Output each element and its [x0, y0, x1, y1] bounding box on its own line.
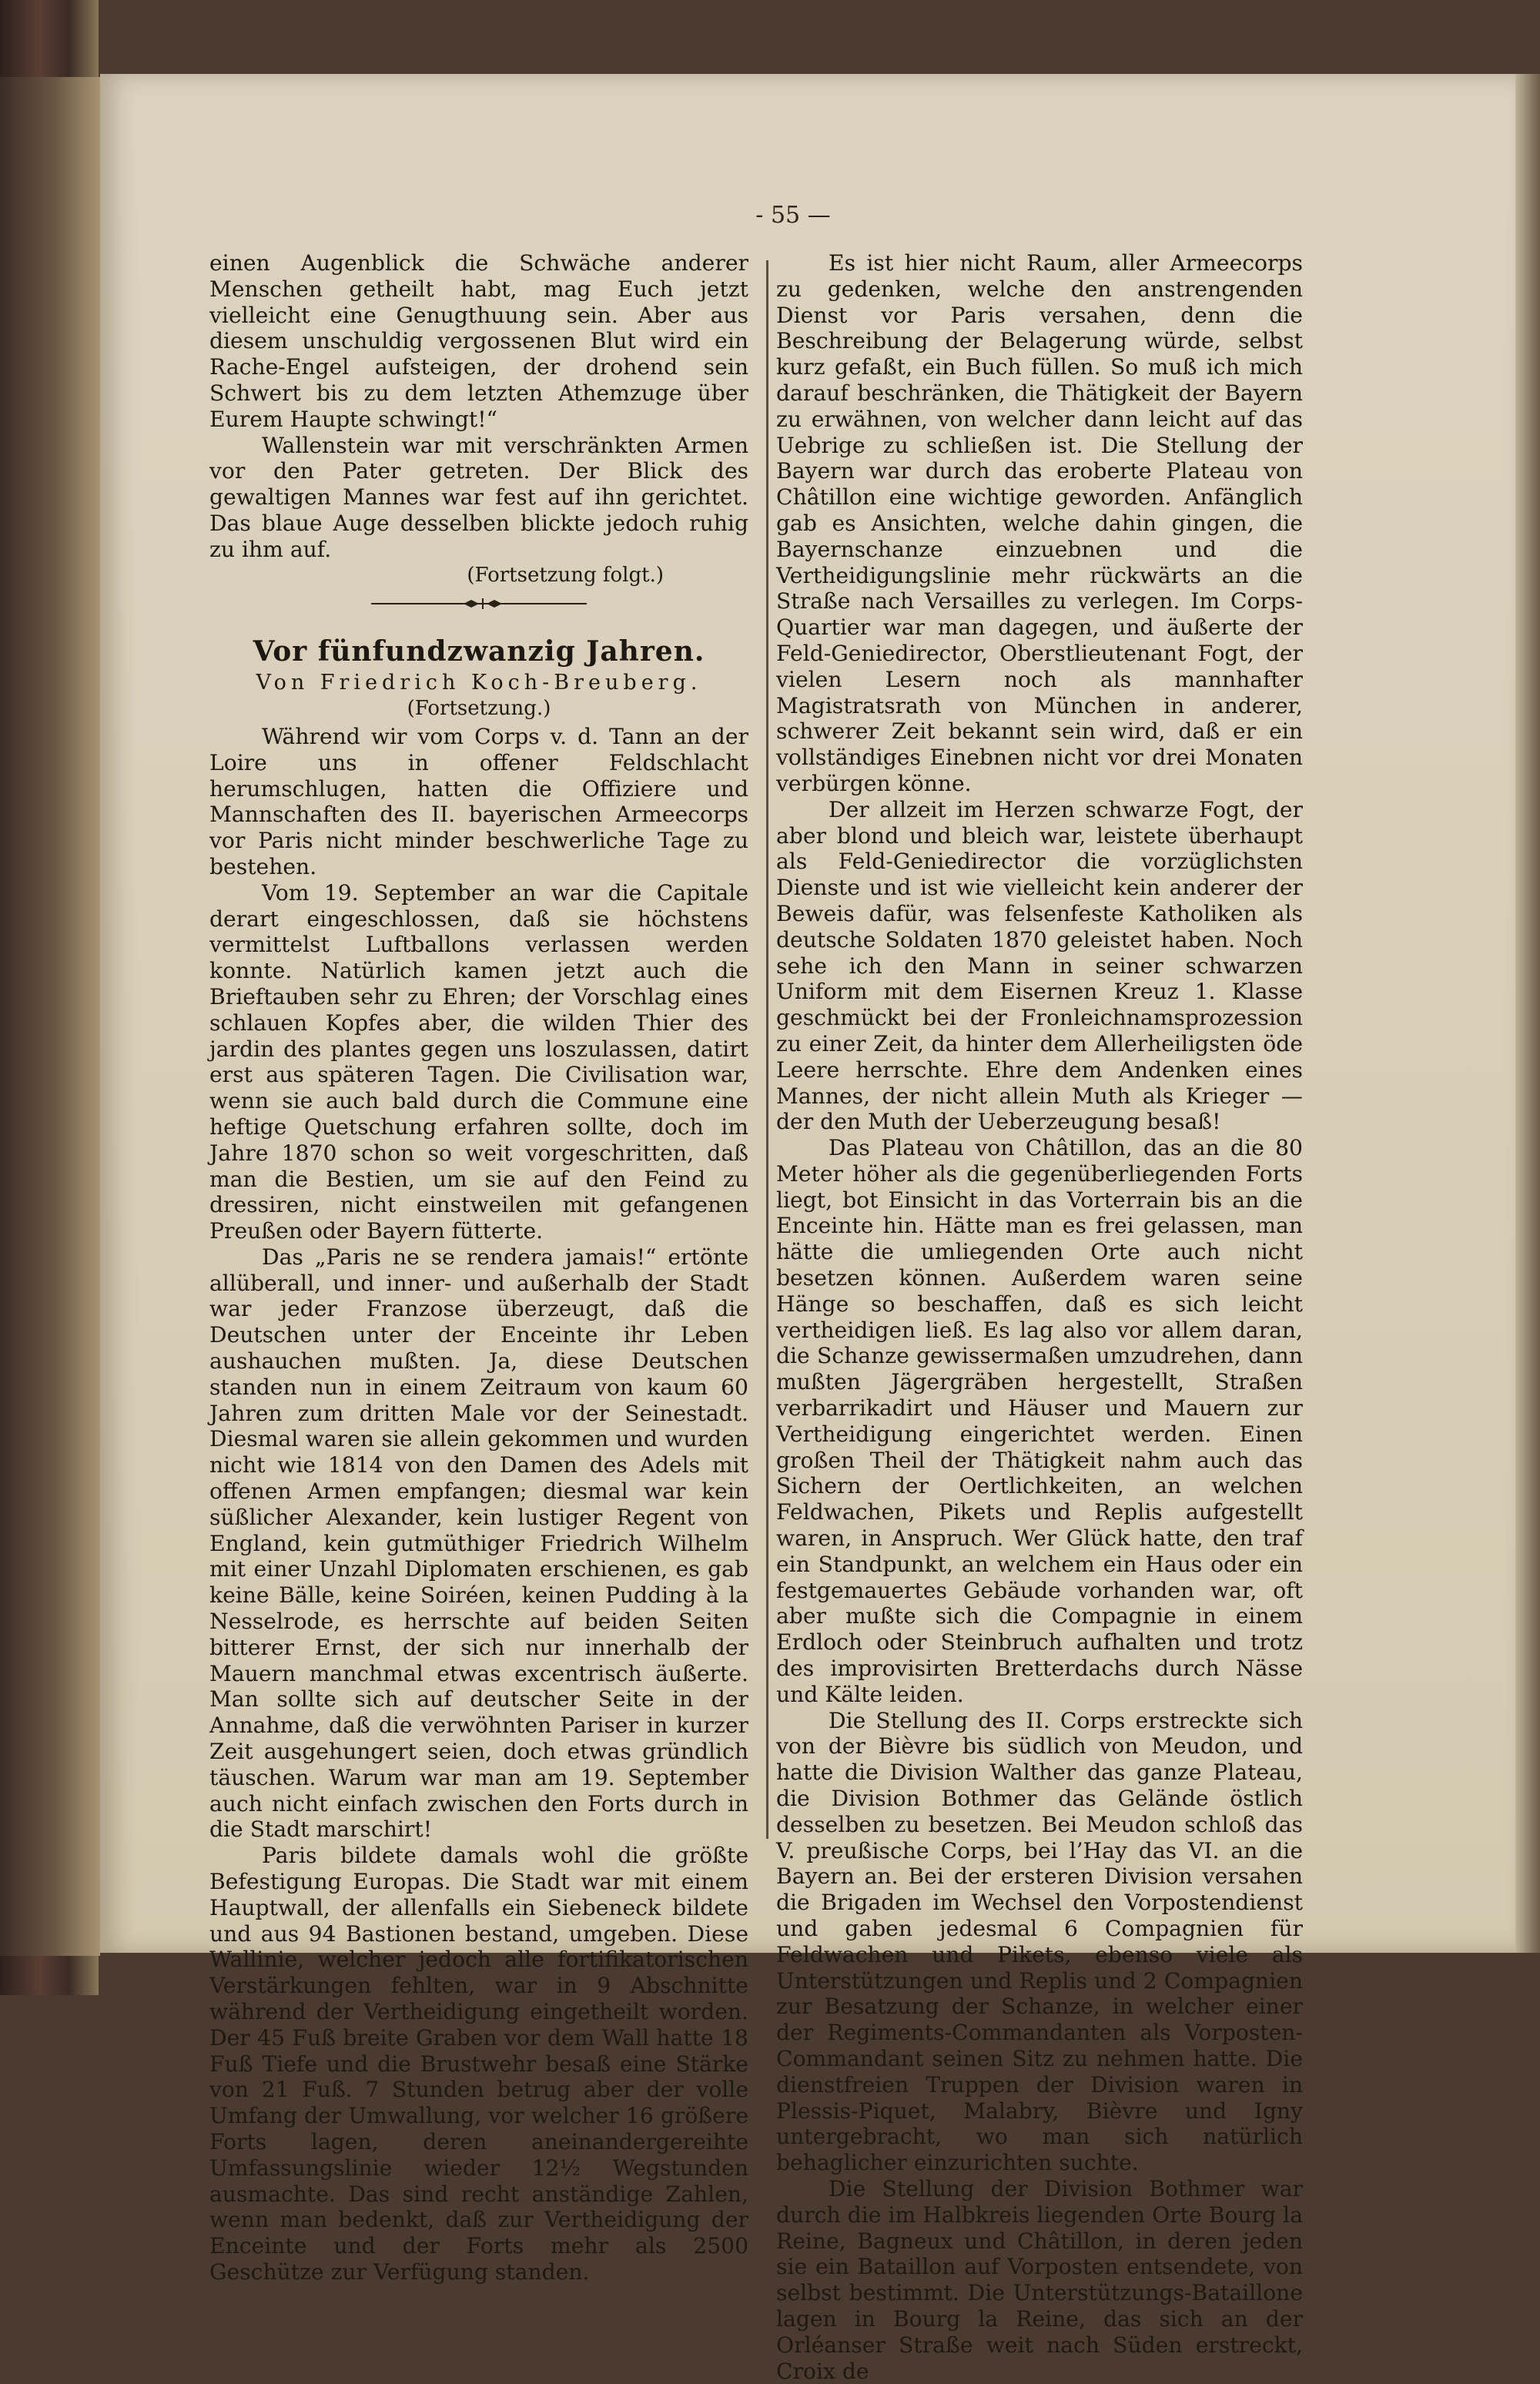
left-page-edge — [0, 77, 100, 1956]
article-continuation-note: (Fortsetzung.) — [407, 697, 551, 721]
column-divider — [766, 260, 768, 1839]
paragraph: Das Plateau von Châtillon, das an die 80 Meter höher als die gegenüberliegenden Forts liegt, bot Einsicht in das Vorterrain bis an die Enceinte hin. Hätte man es frei gelassen, man hätte die umliegenden Orte auch nicht besetzen können. Außerdem waren seine Hänge so beschaffen, daß es sich leicht vertheidigen ließ. Es lag also vor allem daran, die Schanze gewissermaßen umzudrehen, dann mußten Jägergräben hergestellt, Straßen verbarrikadirt und Häuser und Mauern zur Vertheidigung eingerichtet werden. Einen großen Theil der Thätigkeit nahm auch das Sichern der Oertlichkeiten, an welchen Feldwachen, Pikets und Replis aufgestellt waren, in Anspruch. Wer Glück hatte, den traf ein Standpunkt, an welchem ein Haus oder ein festgemauertes Gebäude vorhanden war, oft aber mußte sich die Compagnie in einem Erdloch oder Steinbruch aufhalten und trotz des improvisirten Bretterdachs durch Nässe und Kälte leiden. — [776, 1135, 1303, 1707]
left-column — [209, 250, 748, 2285]
ornament-rule-icon — [371, 596, 587, 611]
page-right-edge — [1515, 74, 1540, 1953]
article-byline: Von Friedrich Koch-Breuberg. — [256, 671, 702, 695]
paragraph: Der allzeit im Herzen schwarze Fogt, der aber blond und bleich war, leistete überhaupt als Feld-Geniedirector die vorzüglichsten Dienste und ist wie vielleicht kein anderer der Beweis dafür, was felsenfeste Katholiken als deutsche Soldaten 1870 geleistet haben. Noch sehe ich den Mann in seiner schwarzen Uniform mit dem Eisernen Kreuz 1. Klasse geschmückt bei der Fronleichnamsprozession zu einer Zeit, da hinter dem Allerheiligsten öde Leere herrschte. Ehre dem Andenken eines Mannes, der nicht allein Muth als Krieger — der den Muth der Ueberzeugung besaß! — [776, 796, 1303, 1135]
article-title: Vor fünfundzwanzig Jahren. — [253, 635, 705, 668]
continued-note: (Fortsetzung folgt.) — [467, 563, 664, 587]
paragraph: Die Stellung der Division Bothmer war durch die im Halbkreis liegenden Orte Bourg la Reine, Bagneux und Châtillon, in deren jeden sie ein Bataillon auf Vorposten entsendete, von selbst bestimmt. Die Unterstützungs-Bataillone lagen in Bourg la Reine, das sich an der Orléanser Straße weit nach Süden erstreckt, Croix de — [776, 2175, 1303, 2384]
page-number: - 55 — — [755, 202, 831, 229]
paragraph: Das „Paris ne se rendera jamais!“ ertönte allüberall, und inner- und außerhalb der Stadt war jeder Franzose überzeugt, daß die Deutschen unter der Enceinte ihr Leben aushauchen mußten. Ja, diese Deutschen standen nun in einem Zeitraum von kaum 60 Jahren zum dritten Male vor der Seinestadt. Diesmal waren sie allein gekommen und wurden nicht wie 1814 von den Damen des Adels mit offenen Armen empfangen; diesmal war kein süßlicher Alexander, kein lustiger Regent von England, kein gutmüthiger Friedrich Wilhelm mit einer Unzahl Diplomaten erschienen, es gab keine Bälle, keine Soiréen, keinen Pudding à la Nesselrode, es herrschte auf beiden Seiten bitterer Ernst, der sich nur innerhalb der Mauern manchmal etwas excentrisch äußerte. Man sollte sich auf deutscher Seite in der Annahme, daß die verwöhnten Pariser in kurzer Zeit ausgehungert seien, doch etwas gründlich täuschen. Warum war man am 19. September auch nicht einfach zwischen den Forts durch in die Stadt marschirt! — [209, 1244, 748, 1843]
paragraph: Vom 19. September an war die Capitale derart eingeschlossen, daß sie höchstens vermittelst Luftballons verlassen werden konnte. Natürlich kamen jetzt auch die Brieftauben sehr zu Ehren; der Vorschlag eines schlauen Kopfes aber, die wilden Thier des jardin des plantes gegen uns loszulassen, datirt erst aus späteren Tagen. Die Civilisation war, wenn sie auch bald durch die Commune eine heftige Quetschung erfahren sollte, doch im Jahre 1870 schon so weit vorgeschritten, daß man die Bestien, um sie auf den Feind zu dressiren, nicht einstweilen mit gefangenen Preußen oder Bayern fütterte. — [209, 879, 748, 1244]
paragraph: Wallenstein war mit verschränkten Armen vor den Pater getreten. Der Blick des gewaltigen Mannes war fest auf ihn gerichtet. Das blaue Auge desselben blickte jedoch ruhig zu ihm auf. — [209, 432, 748, 562]
paragraph: Paris bildete damals wohl die größte Befestigung Europas. Die Stadt war mit einem Hauptwall, der allenfalls ein Siebeneck bildete und aus 94 Bastionen bestand, umgeben. Diese Wallinie, welcher jedoch alle fortifikatorischen Verstärkungen fehlten, war in 9 Abschnitte während der Vertheidigung eingetheilt worden. Der 45 Fuß breite Graben vor dem Wall hatte 18 Fuß Tiefe und die Brustwehr besaß eine Stärke von 21 Fuß. 7 Stunden betrug aber der volle Umfang der Umwallung, vor welcher 16 größere Forts lagen, deren aneinandergereihte Umfassungslinie wieder 12½ Wegstunden ausmachte. Das sind recht anständige Zahlen, wenn man bedenkt, daß zur Vertheidigung der Enceinte und der Forts mehr als 2500 Geschütze zur Verfügung standen. — [209, 1843, 748, 2285]
right-column — [776, 250, 1303, 2384]
paragraph: Die Stellung des II. Corps erstreckte sich von der Bièvre bis südlich von Meudon, und hatte die Division Walther das ganze Plateau, die Division Bothmer das Gelände östlich desselben zu besetzen. Bei Meudon schloß das V. preußische Corps, bei l’Hay das VI. an die Bayern an. Bei der ersteren Division versahen die Brigaden im Wechsel den Vorpostendienst und gaben jedesmal 6 Compagnien für Feldwachen und Pikets, ebenso viele als Unterstützungen und Replis und 2 Compagnien zur Besatzung der Schanze, in welcher einer der Regiments-Commandanten als Vorposten-Commandant seinen Sitz zu nehmen hatte. Die dienstfreien Truppen der Division waren in Plessis-Piquet, Malabry, Bièvre und Igny untergebracht, wo man sich natürlich behaglicher einzurichten suchte. — [776, 1707, 1303, 2176]
paragraph: Während wir vom Corps v. d. Tann an der Loire uns in offener Feldschlacht herumschlugen, hatten die Offiziere und Mannschaften des II. bayerischen Armeecorps vor Paris nicht minder beschwerliche Tage zu bestehen. — [209, 723, 748, 879]
paragraph: Es ist hier nicht Raum, aller Armeecorps zu gedenken, welche den anstrengenden Dienst vor Paris versahen, denn die Beschreibung der Belagerung würde, selbst kurz gefaßt, ein Buch füllen. So muß ich mich darauf beschränken, die Thätigkeit der Bayern zu erwähnen, von welcher dann leicht auf das Uebrige zu schließen ist. Die Stellung der Bayern war durch das eroberte Plateau von Châtillon eine wichtige geworden. Anfänglich gab es Ansichten, welche dahin gingen, die Bayernschanze einzuebnen und die Vertheidigungslinie mehr rückwärts an die Straße nach Versailles zu verlegen. Im Corps-Quartier war man dagegen, und äußerte der Feld-Geniedirector, Oberstlieutenant Fogt, der vielen Lesern noch als mannhafter Magistratsrath von München in anderer, schwerer Zeit bekannt sein wird, daß er ein vollständiges Einebnen nicht vor drei Monaten verbürgen könne. — [776, 250, 1303, 796]
paragraph-continued: einen Augenblick die Schwäche anderer Menschen getheilt habt, mag Euch jetzt vielleicht eine Genugthuung sein. Aber aus diesem unschuldig vergossenen Blut wird ein Rache-Engel aufsteigen, der drohend sein Schwert bis zu dem letzten Athemzuge über Eurem Haupte schwingt!“ — [209, 250, 748, 432]
section-ornament — [209, 588, 748, 619]
